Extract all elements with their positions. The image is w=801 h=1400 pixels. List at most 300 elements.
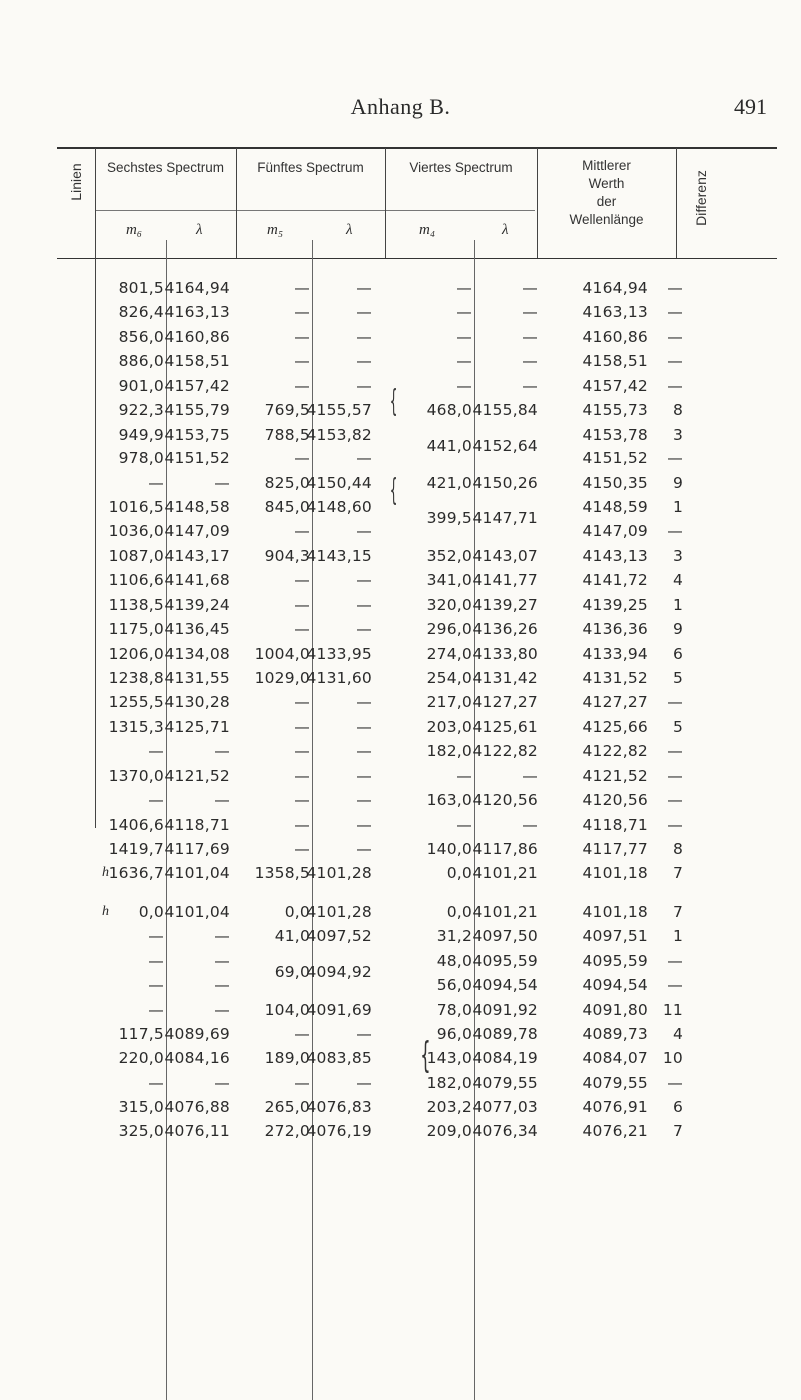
cell-m5: —: [294, 840, 310, 858]
cell-lambda4: 4125,61: [472, 718, 538, 736]
cell-m6: 1036,0: [108, 522, 164, 540]
cell-lambda6: 4160,86: [164, 328, 230, 346]
header-m4: m₄: [419, 222, 436, 238]
header-viertes: Viertes Spectrum: [409, 160, 513, 175]
cell-m6: 949,9: [118, 426, 164, 444]
cell-m4: 0,0: [446, 903, 472, 921]
cell-m6: 220,0: [118, 1049, 164, 1067]
brace-icon: {: [389, 473, 398, 508]
cell-diff: —: [667, 377, 683, 395]
cell-lambda5: 4153,82: [306, 426, 372, 444]
cell-m5: —: [294, 279, 310, 297]
cell-lambda6: 4151,52: [164, 449, 230, 467]
cell-lambda6: 4076,88: [164, 1098, 230, 1116]
cell-lambda5: 4150,44: [306, 474, 372, 492]
cell-lambda5: —: [356, 279, 372, 297]
cell-lambda5: —: [356, 840, 372, 858]
cell-diff: 4: [672, 1025, 683, 1043]
cell-m6: 856,0: [118, 328, 164, 346]
cell-lambda6: 4136,45: [164, 620, 230, 638]
cell-m4: —: [456, 816, 472, 834]
cell-m5: —: [294, 596, 310, 614]
cell-m5: —: [294, 816, 310, 834]
cell-m6: —: [148, 976, 164, 994]
cell-lambda5: —: [356, 328, 372, 346]
cell-diff: 6: [672, 645, 683, 663]
cell-diff: —: [667, 1074, 683, 1092]
cell-lambda5: —: [356, 693, 372, 711]
cell-lambda6: 4131,55: [164, 669, 230, 687]
cell-mean: 4139,25: [582, 596, 648, 614]
cell-mean: 4160,86: [582, 328, 648, 346]
cell-lambda6: 4101,04: [164, 864, 230, 882]
cell-m5: —: [294, 522, 310, 540]
cell-mean: 4164,94: [582, 279, 648, 297]
cell-mean: 4141,72: [582, 571, 648, 589]
cell-lambda4: 4091,92: [472, 1001, 538, 1019]
cell-m4: 320,0: [426, 596, 472, 614]
cell-m5: 845,0: [264, 498, 310, 516]
cell-lambda5: —: [356, 571, 372, 589]
header-linien: Linien: [68, 163, 84, 201]
cell-lambda6: —: [214, 927, 230, 945]
cell-lambda4: —: [522, 767, 538, 785]
cell-diff: 8: [672, 401, 683, 419]
cell-lambda5: 4155,57: [306, 401, 372, 419]
brace-icon: {: [389, 384, 398, 419]
cell-m5: 0,0: [284, 903, 310, 921]
cell-lambda6: 4084,16: [164, 1049, 230, 1067]
column-divider: [95, 148, 96, 828]
cell-lambda5: —: [356, 742, 372, 760]
cell-m5: 265,0: [264, 1098, 310, 1116]
cell-lambda5: 4101,28: [306, 864, 372, 882]
cell-m6: 901,0: [118, 377, 164, 395]
cell-mean: 4121,52: [582, 767, 648, 785]
cell-diff: 10: [662, 1049, 683, 1067]
cell-diff: 1: [672, 596, 683, 614]
cell-lambda4: 4101,21: [472, 864, 538, 882]
cell-diff: 1: [672, 498, 683, 516]
cell-mean: 4117,77: [582, 840, 648, 858]
cell-m5: —: [294, 767, 310, 785]
cell-lambda6: 4117,69: [164, 840, 230, 858]
cell-lambda4: 4147,71: [472, 509, 538, 527]
cell-m6: 1087,0: [108, 547, 164, 565]
cell-m6: —: [148, 1001, 164, 1019]
cell-lambda4: 4077,03: [472, 1098, 538, 1116]
cell-lambda6: —: [214, 742, 230, 760]
cell-m4: 56,0: [436, 976, 472, 994]
cell-lambda6: 4139,24: [164, 596, 230, 614]
cell-diff: —: [667, 449, 683, 467]
cell-diff: 3: [672, 547, 683, 565]
cell-lambda4: 4127,27: [472, 693, 538, 711]
header-mittlerer-line: Mittlerer: [582, 158, 631, 173]
cell-diff: —: [667, 976, 683, 994]
cell-mean: 4157,42: [582, 377, 648, 395]
cell-diff: 7: [672, 1122, 683, 1140]
cell-lambda6: 4076,11: [164, 1122, 230, 1140]
cell-m5: —: [294, 718, 310, 736]
cell-lambda4: 4117,86: [472, 840, 538, 858]
cell-m5: —: [294, 377, 310, 395]
cell-lambda5: 4076,19: [306, 1122, 372, 1140]
cell-m4: 140,0: [426, 840, 472, 858]
cell-lambda5: —: [356, 596, 372, 614]
cell-mean: 4153,78: [582, 426, 648, 444]
cell-lambda6: 4089,69: [164, 1025, 230, 1043]
cell-m5: 1004,0: [254, 645, 310, 663]
cell-m4: —: [456, 303, 472, 321]
cell-m4: 96,0: [436, 1025, 472, 1043]
cell-m5: 272,0: [264, 1122, 310, 1140]
cell-mean: 4120,56: [582, 791, 648, 809]
cell-lambda6: 4121,52: [164, 767, 230, 785]
cell-m5: 189,0: [264, 1049, 310, 1067]
cell-m4: 421,0: [426, 474, 472, 492]
cell-lambda4: 4076,34: [472, 1122, 538, 1140]
cell-m4: 203,2: [426, 1098, 472, 1116]
cell-m6: 117,5: [118, 1025, 164, 1043]
cell-m6: 1138,5: [108, 596, 164, 614]
cell-m6: 826,4: [118, 303, 164, 321]
cell-lambda4: —: [522, 303, 538, 321]
page-number: 491: [734, 94, 767, 119]
cell-lambda5: 4143,15: [306, 547, 372, 565]
cell-m5: —: [294, 742, 310, 760]
cell-m4: 341,0: [426, 571, 472, 589]
cell-lambda4: 4155,84: [472, 401, 538, 419]
cell-m6: —: [148, 952, 164, 970]
cell-diff: —: [667, 522, 683, 540]
subheader-rule: [95, 210, 535, 211]
cell-diff: —: [667, 279, 683, 297]
cell-m4: 209,0: [426, 1122, 472, 1140]
cell-m4: 217,0: [426, 693, 472, 711]
cell-m6: —: [148, 791, 164, 809]
cell-diff: 3: [672, 426, 683, 444]
cell-linien: h: [102, 904, 109, 919]
cell-lambda5: —: [356, 522, 372, 540]
cell-mean: 4151,52: [582, 449, 648, 467]
cell-m5: —: [294, 303, 310, 321]
header-lambda: λ: [502, 222, 509, 238]
header-sechstes: Sechstes Spectrum: [106, 160, 225, 175]
cell-m5: —: [294, 1074, 310, 1092]
cell-mean: 4091,80: [582, 1001, 648, 1019]
cell-m4: 31,2: [436, 927, 472, 945]
header-differenz: Differenz: [693, 170, 709, 226]
cell-mean: 4094,54: [582, 976, 648, 994]
cell-m4: 468,0: [426, 401, 472, 419]
cell-diff: —: [667, 816, 683, 834]
cell-lambda6: —: [214, 976, 230, 994]
cell-m6: 801,5: [118, 279, 164, 297]
cell-m6: 1419,7: [108, 840, 164, 858]
header-mittlerer-line: der: [596, 194, 617, 209]
cell-lambda4: —: [522, 377, 538, 395]
cell-mean: 4122,82: [582, 742, 648, 760]
cell-diff: 8: [672, 840, 683, 858]
cell-lambda4: 4150,26: [472, 474, 538, 492]
cell-m5: 769,5: [264, 401, 310, 419]
cell-linien: h: [102, 865, 109, 880]
cell-m4: 441,0: [426, 437, 472, 455]
cell-m5: 104,0: [264, 1001, 310, 1019]
cell-lambda6: 4157,42: [164, 377, 230, 395]
header-m5: m₅: [267, 222, 284, 238]
cell-m5: 41,0: [274, 927, 310, 945]
cell-diff: 5: [672, 669, 683, 687]
cell-lambda5: —: [356, 352, 372, 370]
header-lambda: λ: [196, 222, 203, 238]
cell-lambda6: 4164,94: [164, 279, 230, 297]
cell-m6: 325,0: [118, 1122, 164, 1140]
cell-diff: 5: [672, 718, 683, 736]
cell-lambda5: —: [356, 377, 372, 395]
cell-lambda4: 4143,07: [472, 547, 538, 565]
cell-lambda4: 4095,59: [472, 952, 538, 970]
cell-lambda5: —: [356, 767, 372, 785]
cell-m5: —: [294, 791, 310, 809]
cell-lambda6: —: [214, 952, 230, 970]
header-mittlerer-line: Werth: [588, 176, 625, 191]
cell-lambda5: —: [356, 620, 372, 638]
cell-m6: 1206,0: [108, 645, 164, 663]
cell-m4: —: [456, 377, 472, 395]
cell-mean: 4076,21: [582, 1122, 648, 1140]
top-rule: [57, 147, 777, 149]
cell-lambda6: 4101,04: [164, 903, 230, 921]
cell-lambda6: 4147,09: [164, 522, 230, 540]
cell-m6: 1255,5: [108, 693, 164, 711]
cell-diff: —: [667, 693, 683, 711]
cell-lambda4: 4136,26: [472, 620, 538, 638]
cell-m6: 1315,3: [108, 718, 164, 736]
cell-m5: —: [294, 352, 310, 370]
cell-lambda6: 4125,71: [164, 718, 230, 736]
cell-m4: —: [456, 328, 472, 346]
cell-diff: —: [667, 352, 683, 370]
cell-mean: 4148,59: [582, 498, 648, 516]
cell-mean: 4143,13: [582, 547, 648, 565]
cell-m5: 904,3: [264, 547, 310, 565]
cell-lambda6: 4130,28: [164, 693, 230, 711]
cell-lambda5: —: [356, 1025, 372, 1043]
cell-diff: 4: [672, 571, 683, 589]
cell-diff: 7: [672, 864, 683, 882]
cell-diff: 1: [672, 927, 683, 945]
cell-m5: —: [294, 571, 310, 589]
cell-m4: 182,0: [426, 742, 472, 760]
cell-m4: 352,0: [426, 547, 472, 565]
cell-diff: 6: [672, 1098, 683, 1116]
cell-lambda4: 4097,50: [472, 927, 538, 945]
cell-lambda4: 4101,21: [472, 903, 538, 921]
cell-mean: 4101,18: [582, 903, 648, 921]
cell-lambda4: 4079,55: [472, 1074, 538, 1092]
cell-lambda5: 4101,28: [306, 903, 372, 921]
cell-mean: 4155,73: [582, 401, 648, 419]
cell-m6: 1636,7: [108, 864, 164, 882]
cell-mean: 4150,35: [582, 474, 648, 492]
cell-m6: —: [148, 742, 164, 760]
cell-lambda4: 4139,27: [472, 596, 538, 614]
header-mittlerer-line: Wellenlänge: [569, 212, 644, 227]
header-lambda: λ: [346, 222, 353, 238]
cell-lambda6: 4163,13: [164, 303, 230, 321]
cell-m6: 1106,6: [108, 571, 164, 589]
cell-mean: 4076,91: [582, 1098, 648, 1116]
cell-m6: 1016,5: [108, 498, 164, 516]
cell-lambda6: —: [214, 791, 230, 809]
cell-m5: —: [294, 328, 310, 346]
cell-m5: 1358,5: [254, 864, 310, 882]
cell-lambda4: 4120,56: [472, 791, 538, 809]
cell-m5: —: [294, 693, 310, 711]
cell-lambda5: 4131,60: [306, 669, 372, 687]
cell-lambda4: —: [522, 352, 538, 370]
cell-lambda5: —: [356, 449, 372, 467]
cell-m4: 163,0: [426, 791, 472, 809]
cell-lambda5: 4094,92: [306, 963, 372, 981]
cell-m4: 274,0: [426, 645, 472, 663]
cell-diff: —: [667, 328, 683, 346]
cell-lambda6: 4141,68: [164, 571, 230, 589]
header-m6: m₆: [126, 222, 143, 238]
cell-diff: —: [667, 952, 683, 970]
cell-m4: 0,0: [446, 864, 472, 882]
cell-lambda4: 4133,80: [472, 645, 538, 663]
cell-mean: 4097,51: [582, 927, 648, 945]
cell-mean: 4136,36: [582, 620, 648, 638]
cell-m5: 1029,0: [254, 669, 310, 687]
cell-m4: —: [456, 352, 472, 370]
cell-m5: 69,0: [274, 963, 310, 981]
cell-m6: —: [148, 1074, 164, 1092]
cell-m4: 254,0: [426, 669, 472, 687]
cell-diff: 9: [672, 474, 683, 492]
cell-m4: 143,0: [426, 1049, 472, 1067]
cell-lambda4: 4141,77: [472, 571, 538, 589]
cell-lambda6: —: [214, 1001, 230, 1019]
cell-mean: 4147,09: [582, 522, 648, 540]
cell-diff: 7: [672, 903, 683, 921]
cell-mean: 4158,51: [582, 352, 648, 370]
cell-mean: 4118,71: [582, 816, 648, 834]
cell-m4: 182,0: [426, 1074, 472, 1092]
cell-mean: 4095,59: [582, 952, 648, 970]
header-bottom-rule: [57, 258, 777, 259]
cell-m6: 0,0: [138, 903, 164, 921]
cell-lambda5: 4133,95: [306, 645, 372, 663]
cell-lambda6: 4118,71: [164, 816, 230, 834]
cell-lambda4: 4122,82: [472, 742, 538, 760]
cell-m4: —: [456, 767, 472, 785]
cell-lambda6: 4155,79: [164, 401, 230, 419]
header-fuenftes: Fünftes Spectrum: [257, 160, 364, 175]
cell-lambda4: 4131,42: [472, 669, 538, 687]
cell-m6: —: [148, 474, 164, 492]
header-mittlerer: [537, 157, 676, 229]
cell-lambda6: —: [214, 474, 230, 492]
column-divider: [676, 148, 677, 258]
cell-mean: 4125,66: [582, 718, 648, 736]
cell-diff: 11: [662, 1001, 683, 1019]
cell-lambda6: 4143,17: [164, 547, 230, 565]
cell-m6: 978,0: [118, 449, 164, 467]
cell-diff: —: [667, 742, 683, 760]
cell-m4: 78,0: [436, 1001, 472, 1019]
cell-m6: 1406,6: [108, 816, 164, 834]
cell-m4: 399,5: [426, 509, 472, 527]
cell-mean: 4131,52: [582, 669, 648, 687]
cell-m5: 788,5: [264, 426, 310, 444]
cell-m4: 48,0: [436, 952, 472, 970]
cell-lambda6: 4134,08: [164, 645, 230, 663]
cell-lambda6: 4148,58: [164, 498, 230, 516]
cell-lambda5: —: [356, 816, 372, 834]
cell-mean: 4101,18: [582, 864, 648, 882]
cell-lambda4: 4089,78: [472, 1025, 538, 1043]
cell-diff: —: [667, 303, 683, 321]
cell-mean: 4127,27: [582, 693, 648, 711]
cell-lambda5: —: [356, 303, 372, 321]
cell-lambda5: 4097,52: [306, 927, 372, 945]
cell-lambda5: 4091,69: [306, 1001, 372, 1019]
cell-lambda4: —: [522, 279, 538, 297]
cell-m5: 825,0: [264, 474, 310, 492]
cell-m6: 1238,8: [108, 669, 164, 687]
cell-m6: 922,3: [118, 401, 164, 419]
cell-lambda5: 4083,85: [306, 1049, 372, 1067]
cell-mean: 4089,73: [582, 1025, 648, 1043]
cell-m6: 1175,0: [108, 620, 164, 638]
cell-diff: —: [667, 767, 683, 785]
cell-m5: —: [294, 1025, 310, 1043]
cell-mean: 4084,07: [582, 1049, 648, 1067]
cell-lambda4: 4084,19: [472, 1049, 538, 1067]
cell-diff: —: [667, 791, 683, 809]
cell-m4: 296,0: [426, 620, 472, 638]
cell-m4: 203,0: [426, 718, 472, 736]
cell-diff: 9: [672, 620, 683, 638]
cell-lambda4: 4152,64: [472, 437, 538, 455]
cell-lambda5: —: [356, 718, 372, 736]
cell-lambda4: 4094,54: [472, 976, 538, 994]
cell-m6: 1370,0: [108, 767, 164, 785]
page-title: Anhang B.: [350, 94, 451, 119]
cell-lambda5: 4076,83: [306, 1098, 372, 1116]
cell-m4: —: [456, 279, 472, 297]
cell-lambda4: —: [522, 328, 538, 346]
cell-m6: 886,0: [118, 352, 164, 370]
cell-m5: —: [294, 449, 310, 467]
cell-lambda6: —: [214, 1074, 230, 1092]
brace-icon: {: [420, 1035, 431, 1076]
cell-m6: —: [148, 927, 164, 945]
cell-mean: 4079,55: [582, 1074, 648, 1092]
cell-lambda5: —: [356, 1074, 372, 1092]
cell-lambda6: 4158,51: [164, 352, 230, 370]
cell-m5: —: [294, 620, 310, 638]
cell-mean: 4163,13: [582, 303, 648, 321]
cell-lambda5: —: [356, 791, 372, 809]
cell-m6: 315,0: [118, 1098, 164, 1116]
cell-lambda4: —: [522, 816, 538, 834]
cell-lambda5: 4148,60: [306, 498, 372, 516]
